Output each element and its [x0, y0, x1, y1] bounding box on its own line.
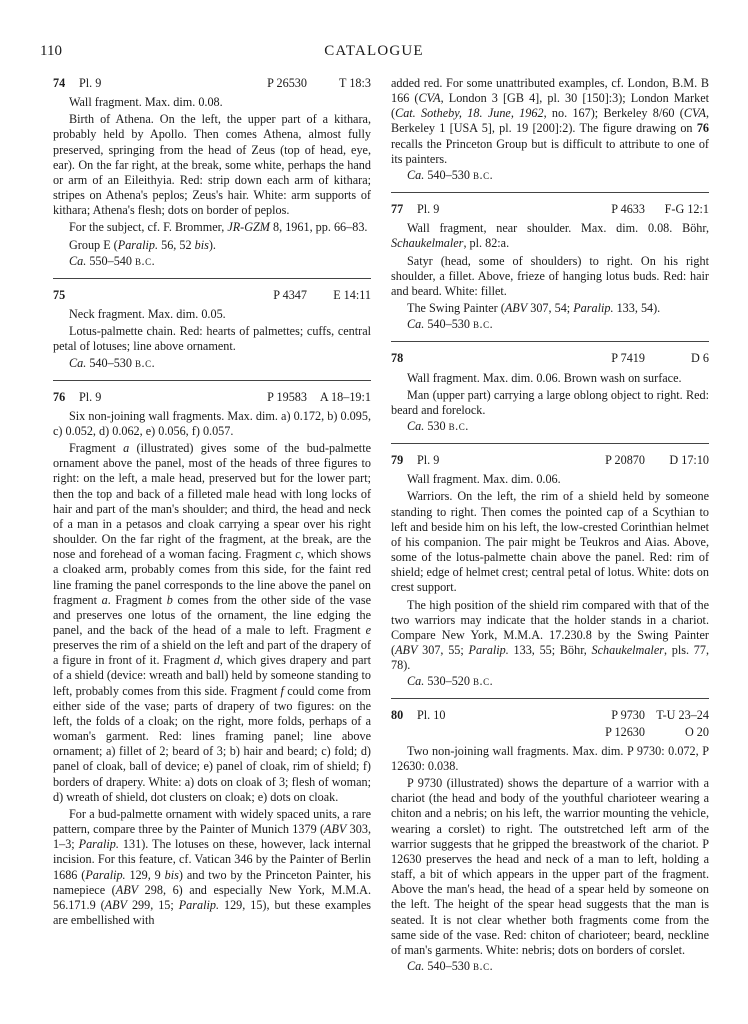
description: Wall fragment. Max. dim. 0.08.: [69, 95, 223, 110]
entry-number: 76: [53, 389, 66, 404]
entry-80: [391, 708, 709, 974]
inventory-number: P 9730 T-U 23–24: [611, 708, 709, 723]
inventory-number: P 26530 T 18:3: [267, 76, 371, 90]
entry-separator: [53, 278, 371, 279]
description: Six non-joining wall fragments. Max. dim. a) 0.172, b) 0.095, c) 0.052, d) 0.062, e) 0.056, f) 0.057.: [53, 408, 371, 438]
running-head: CATALOGUE: [324, 43, 424, 59]
entry-75: [53, 288, 371, 371]
entry-76: [53, 390, 371, 928]
grid-location: E 14:11: [333, 287, 371, 302]
plate-ref: Pl. 9: [79, 76, 102, 90]
entry-separator: [391, 698, 709, 699]
date: Ca. 530–520 b.c.: [407, 674, 494, 689]
entry-number: 75: [53, 287, 66, 302]
discussion: For a bud-palmette ornament with widely spaced units, a rare pattern, compare three by the Painter of Munich 1379 (ABV 303, 1–3; Paralip. 131). The lotuses on these, however, lack internal incision. For this feature, cf. Vatican 346 by the Painter of Berlin 1686 (Paralip. 129, 9 bis) and two by the Princeton Painter, his namepiece (ABV 298, 6) and especially New York, M.M.A. 56.171.9 (ABV 299, 15; Paralip. 129, 15), but these examples are embellished with: [53, 806, 372, 927]
description: Neck fragment. Max. dim. 0.05.: [69, 307, 226, 322]
grid-location: F-G 12:1: [664, 202, 709, 217]
entry-header: [391, 202, 709, 217]
entry-number: 77: [391, 202, 404, 217]
description: P 9730 (illustrated) shows the departure of a warrior with a chariot (the head and body of the youthful charioteer wearing a chiton and a nebris; on his left, the warrior mounting the vehicle, wearing a corslet) to right. The outstretched left arm of the warrior suggests that he gripped the breastwork of the chariot. P 12630 preserves the head and neck of a man to left, holding a staff, a bit of which appears in the upper part of the fragment. Above the man's head, the head of a spear held by someone on the left. The height of the spear head suggests that the man is seated. It is not clear whether both fragments come from the same side of the vase. Red: chiton of charioteer; beard, neckline of man's garments. White: nebris; dots on borders of corslet.: [391, 776, 709, 957]
entry-number: 79: [391, 453, 404, 468]
description: Wall fragment. Max. dim. 0.06. Brown wash on surface.: [407, 370, 682, 385]
description: Two non-joining wall fragments. Max. dim. P 9730: 0.072, P 12630: 0.038.: [391, 743, 709, 773]
page-number: 110: [40, 43, 62, 59]
entry-77: [391, 202, 709, 332]
entry-header: [391, 351, 709, 366]
inventory-number: P 19583 A 18–19:1: [267, 389, 371, 404]
date: Ca. 540–530 b.c.: [407, 958, 494, 973]
entry-header: [391, 453, 709, 468]
date: Ca. 530 b.c.: [407, 418, 469, 433]
right-column: [391, 76, 709, 974]
plate-ref: Pl. 10: [417, 708, 446, 723]
inventory-number: P 4347 E 14:11: [273, 287, 371, 302]
description: Wall fragment. Max. dim. 0.06.: [407, 472, 561, 487]
entry-78: [391, 351, 709, 434]
entry-header: [391, 708, 709, 723]
description: Lotus-palmette chain. Red: hearts of palmettes; cuffs, central petal of lotuses; line above ornament.: [53, 324, 371, 354]
grid-location: O 20: [684, 724, 709, 739]
description: Satyr (head, some of shoulders) to right. On his right shoulder, a fillet. Above, frieze of hanging lotus buds. Red: hair and beard. White: fillet.: [391, 253, 709, 298]
plate-ref: Pl. 9: [417, 202, 440, 217]
attribution: Group E (Paralip. 56, 52 bis).: [69, 237, 216, 252]
entry-74: [53, 76, 371, 269]
grid-location: A 18–19:1: [319, 389, 371, 404]
entry-header: [53, 288, 371, 303]
description: Wall fragment, near shoulder. Max. dim. 0.08. Böhr, Schaukelmaler, pl. 82:a.: [391, 221, 709, 251]
entry-number: 74: [53, 76, 66, 90]
plate-ref: Pl. 9: [417, 453, 440, 468]
date: Ca. 540–530 b.c.: [407, 167, 494, 182]
entry-separator: [53, 380, 371, 381]
inventory-number: P 7419 D 6: [611, 351, 709, 366]
left-column: [53, 76, 371, 928]
entry-number: 80: [391, 708, 404, 723]
date: Ca. 550–540 b.c.: [69, 253, 156, 268]
grid-location: T-U 23–24: [656, 708, 709, 723]
discussion-continued: added red. For some unattributed examples, cf. London, B.M. B 166 (CVA, London 3 [GB 4], pl. 30 [150]:3); London Market (Cat. Sotheby, 18. June, 1962, no. 167); Berkeley 8/60 (CVA, Berkeley 1 [USA 5], pl. 19 [200]:2). The figure drawing on 76 recalls the Princeton Group but is difficult to attribute to one of its painters.: [391, 76, 710, 166]
inventory-number: P 20870 D 17:10: [605, 453, 709, 468]
reference: For the subject, cf. F. Brommer, JR-GZM 8, 1961, pp. 66–83.: [69, 220, 368, 235]
entry-header: [53, 390, 371, 405]
grid-location: T 18:3: [339, 76, 371, 90]
entry-separator: [391, 192, 709, 193]
plate-ref: Pl. 9: [79, 389, 102, 404]
description: Birth of Athena. On the left, the upper part of a kithara, probably held by Apollo. Then comes Athena, almost fully preserved, springing from the head of Zeus (top of head, eye, ear). On the far right, at the break, some white, perhaps the hand or arm of an Eileithyia. Red: strip down each arm of kithara; stripes on Athena's peplos; Zeus's hair. White: arm supports of kithara; Athena's flesh; dots on border of peplos.: [53, 112, 371, 218]
entry-79: [391, 453, 709, 689]
date: Ca. 540–530 b.c.: [407, 317, 494, 332]
entry-separator: [391, 443, 709, 444]
inventory-number: P 4633 F-G 12:1: [611, 202, 709, 217]
entry-number: 78: [391, 351, 404, 366]
discussion: The high position of the shield rim compared with that of the two warriors may indicate that the holder stands in a chariot. Compare New York, M.M.A. 17.230.8 by the Swing Painter (ABV 307, 55; Paralip. 133, 55; Böhr, Schaukelmaler, pls. 77, 78).: [391, 597, 709, 673]
inventory-number-secondary: P 12630 O 20: [605, 724, 709, 739]
date: Ca. 540–530 b.c.: [69, 355, 156, 370]
grid-location: D 17:10: [669, 453, 709, 468]
description: Man (upper part) carrying a large oblong object to right. Red: beard and forelock.: [391, 387, 709, 417]
description: Fragment a (illustrated) gives some of the bud-palmette ornament above the panel, most of the heads of three figures to right: on the left, a male head, preserved but for the lower part; then the top and back of a filleted male head with long locks of hair and part of the man's shoulder; and third, the head and neck of a man in a petasos and cloak carrying a spear over his right shoulder. On the far right of the fragment, at the break, are the nose and forehead of a woman facing. Fragment c, which shows a cloaked arm, probably comes from this side, for the faint red line framing the panel corresponds to the line above the panel on fragment a. Fragment b comes from the other side of the vase and preserves one lotus of the ornament, the line edging the panel, and the back of the head of a male to left. Fragment e preserves the rim of a shield on the left and part of the drapery of a figure in front of it. Fragment d, which gives drapery and part of a shield (device: wreath and ball) held by someone standing to left, probably comes from this side. Fragment f could come from either side of the vase; parts of drapery of two figures: on the left, the folds of a cloak; on the right, more folds, perhaps of a woman's garment. Red: lines framing panel; line above ornament; a) fillet of 2; beard of 3; b) hair and beard; c) fold; d) panel of cloak, ball of device; e) panel of cloak, rim of shield; f) borders of drapery. White: a) dots on cloak of 3; flesh of woman; d) wreath of shield, dot clusters on cloak; e) dots on cloak.: [53, 441, 371, 804]
grid-location: D 6: [691, 351, 709, 366]
attribution: The Swing Painter (ABV 307, 54; Paralip. 133, 54).: [407, 301, 661, 316]
entry-separator: [391, 341, 709, 342]
entry-76-continued: [391, 76, 709, 183]
description: Warriors. On the left, the rim of a shield held by someone standing to right. Then comes the pointed cap of a Scythian to left and beside him on his left, the low-crested Corinthian helmet of his companion. The pair might be Teukros and Aias. Above, some of the lotus-palmette chain above the panel. Red: rim of shield; edge of helmet crest; central petal of lotus. White: dots on crest support.: [391, 489, 709, 595]
entry-header: [53, 76, 371, 91]
